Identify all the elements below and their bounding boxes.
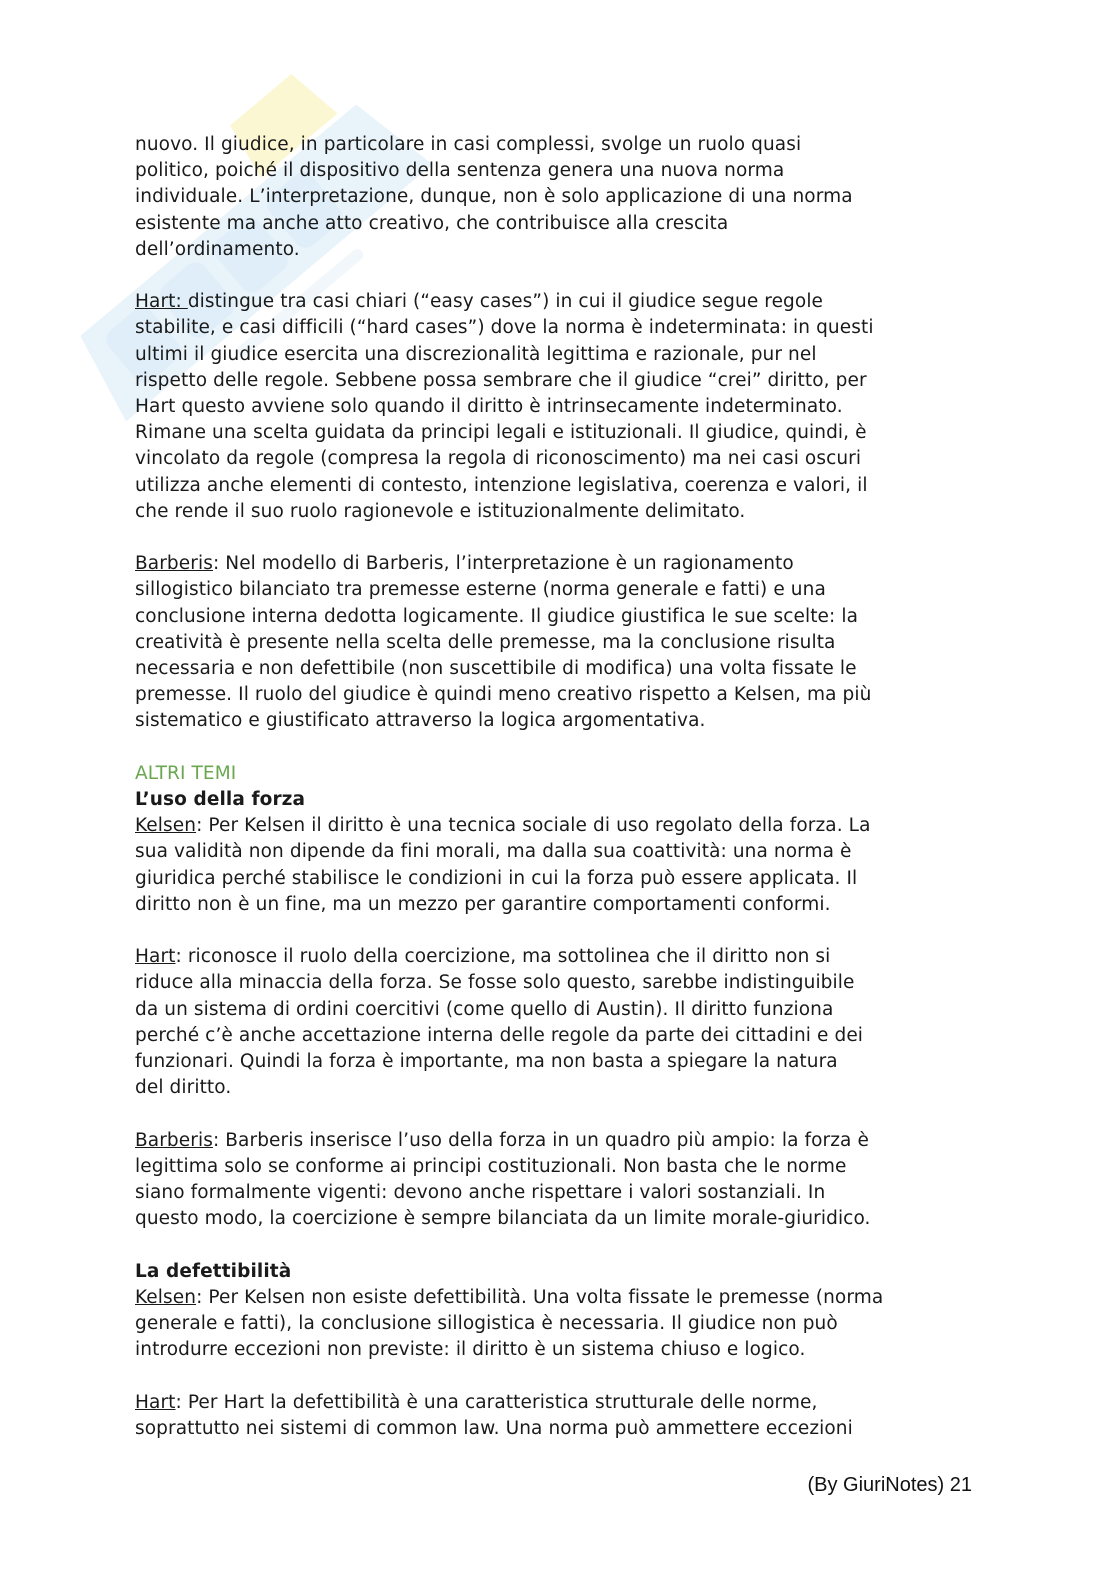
line-text: esistente ma anche atto creativo, che contribuisce alla crescita [135, 212, 729, 234]
text-line [135, 682, 995, 708]
line-text: sillogistico bilanciato tra premesse esterne (norma generale e fatti) e una [135, 579, 826, 601]
text-line [135, 1311, 995, 1337]
line-text: questo modo, la coercizione è sempre bilanciata da un limite morale-giuridico. [135, 1208, 871, 1230]
text-line [135, 839, 995, 865]
paragraph [135, 1390, 995, 1442]
line-text: vincolato da regole (compresa la regola di riconoscimento) ma nei casi oscuri [135, 448, 862, 470]
text-line [135, 446, 995, 472]
paragraph [135, 1128, 995, 1233]
line-text: riduce alla minaccia della forza. Se fosse solo questo, sarebbe indistinguibile [135, 972, 855, 994]
line-text: creatività è presente nella scelta delle premesse, ma la conclusione risulta [135, 631, 836, 653]
text-line [135, 708, 995, 734]
section-heading: ALTRI TEMI [135, 762, 237, 784]
text-line [135, 237, 995, 263]
line-text: generale e fatti), la conclusione sillogistica è necessaria. Il giudice non può [135, 1313, 838, 1335]
text-line [135, 1049, 995, 1075]
author-label: Hart: [135, 291, 188, 313]
subheading: La defettibilità [135, 1260, 292, 1282]
paragraph [135, 551, 995, 734]
line-text: siano formalmente vigenti: devono anche rispettare i valori sostanziali. In [135, 1182, 826, 1204]
text-line [135, 1128, 995, 1154]
text-line [135, 1180, 995, 1206]
text-line [135, 970, 995, 996]
line-text: del diritto. [135, 1077, 232, 1099]
text-line [135, 944, 995, 970]
line-text: utilizza anche elementi di contesto, intenzione legislativa, coerenza e valori, il [135, 474, 868, 496]
line-text: individuale. L’interpretazione, dunque, non è solo applicazione di una norma [135, 186, 853, 208]
author-label: Barberis [135, 1129, 213, 1151]
text-line [135, 551, 995, 577]
text-line [135, 892, 995, 918]
line-text: Rimane una scelta guidata da principi legali e istituzionali. Il giudice, quindi, è [135, 422, 867, 444]
text-line [135, 368, 995, 394]
line-text: distingue tra casi chiari (“easy cases”) in cui il giudice segue regole [187, 291, 824, 313]
line-text: premesse. Il ruolo del giudice è quindi meno creativo rispetto a Kelsen, ma più [135, 684, 872, 706]
text-line [135, 342, 995, 368]
line-text: necessaria e non defettibile (non suscettibile di modifica) una volta fissate le [135, 658, 857, 680]
text-line [135, 499, 995, 525]
line-text: diritto non è un fine, ma un mezzo per garantire comportamenti conformi. [135, 893, 831, 915]
text-line [135, 577, 995, 603]
text-line [135, 394, 995, 420]
text-line [135, 211, 995, 237]
line-text: soprattutto nei sistemi di common law. Una norma può ammettere eccezioni [135, 1417, 853, 1439]
author-label: Hart [135, 946, 176, 968]
paragraph [135, 1285, 995, 1364]
line-text: legittima solo se conforme ai principi costituzionali. Non basta che le norme [135, 1155, 847, 1177]
line-text: giuridica perché stabilisce le condizioni in cui la forza può essere applicata. Il [135, 867, 858, 889]
text-line [135, 630, 995, 656]
author-label: Kelsen [135, 1286, 197, 1308]
line-text: : Barberis inserisce l’uso della forza in un quadro più ampio: la forza è [212, 1129, 869, 1151]
line-text: : Per Kelsen il diritto è una tecnica sociale di uso regolato della forza. La [196, 815, 871, 837]
text-line [135, 289, 995, 315]
line-text: : riconosce il ruolo della coercizione, ma sottolinea che il diritto non si [175, 946, 831, 968]
text-line [135, 997, 995, 1023]
subheading: L’uso della forza [135, 789, 306, 811]
text-line [135, 1023, 995, 1049]
line-text: sistematico e giustificato attraverso la logica argomentativa. [135, 710, 706, 732]
line-text: rispetto delle regole. Sebbene possa sembrare che il giudice “crei” diritto, per [135, 369, 867, 391]
text-line [135, 1416, 995, 1442]
text-line [135, 604, 995, 630]
text-line [135, 184, 995, 210]
line-text: : Nel modello di Barberis, l’interpretazione è un ragionamento [212, 553, 794, 575]
text-line [135, 473, 995, 499]
text-line [135, 656, 995, 682]
author-label: Barberis [135, 553, 213, 575]
line-text: dell’ordinamento. [135, 238, 300, 260]
paragraph [135, 289, 995, 525]
text-line [135, 132, 995, 158]
text-line [135, 1154, 995, 1180]
paragraph [135, 132, 995, 263]
text-line [135, 1075, 995, 1101]
author-label: Kelsen [135, 815, 197, 837]
author-label: Hart [135, 1391, 176, 1413]
line-text: politico, poiché il dispositivo della sentenza genera una nuova norma [135, 160, 785, 182]
text-line [135, 1337, 995, 1363]
text-line [135, 158, 995, 184]
paragraph [135, 944, 995, 1101]
line-text: da un sistema di ordini coercitivi (come quello di Austin). Il diritto funziona [135, 998, 834, 1020]
text-line [135, 420, 995, 446]
line-text: che rende il suo ruolo ragionevole e istituzionalmente delimitato. [135, 500, 746, 522]
line-text: Hart questo avviene solo quando il diritto è intrinsecamente indeterminato. [135, 396, 843, 418]
line-text: perché c’è anche accettazione interna delle regole da parte dei cittadini e dei [135, 1024, 864, 1046]
text-line [135, 866, 995, 892]
line-text: introdurre eccezioni non previste: il diritto è un sistema chiuso e logico. [135, 1339, 806, 1361]
line-text: funzionari. Quindi la forza è importante, ma non basta a spiegare la natura [135, 1051, 838, 1073]
line-text: : Per Kelsen non esiste defettibilità. Una volta fissate le premesse (norma [196, 1286, 884, 1308]
text-line [135, 1206, 995, 1232]
line-text: ultimi il giudice esercita una discrezionalità legittima e razionale, pur nel [135, 343, 817, 365]
text-line [135, 813, 995, 839]
text-line [135, 1390, 995, 1416]
line-text: stabilite, e casi difficili (“hard cases”) dove la norma è indeterminata: in questi [135, 317, 874, 339]
line-text: conclusione interna dedotta logicamente. Il giudice giustifica le sue scelte: la [135, 605, 859, 627]
paragraph [135, 813, 995, 918]
page-footer: (By GiuriNotes) 21 [807, 1474, 972, 1496]
text-line [135, 315, 995, 341]
line-text: : Per Hart la defettibilità è una caratteristica strutturale delle norme, [175, 1391, 818, 1413]
line-text: nuovo. Il giudice, in particolare in casi complessi, svolge un ruolo quasi [135, 134, 802, 155]
document-body [135, 132, 995, 1442]
line-text: sua validità non dipende da fini morali, ma dalla sua coattività: una norma è [135, 841, 852, 863]
text-line [135, 1285, 995, 1311]
